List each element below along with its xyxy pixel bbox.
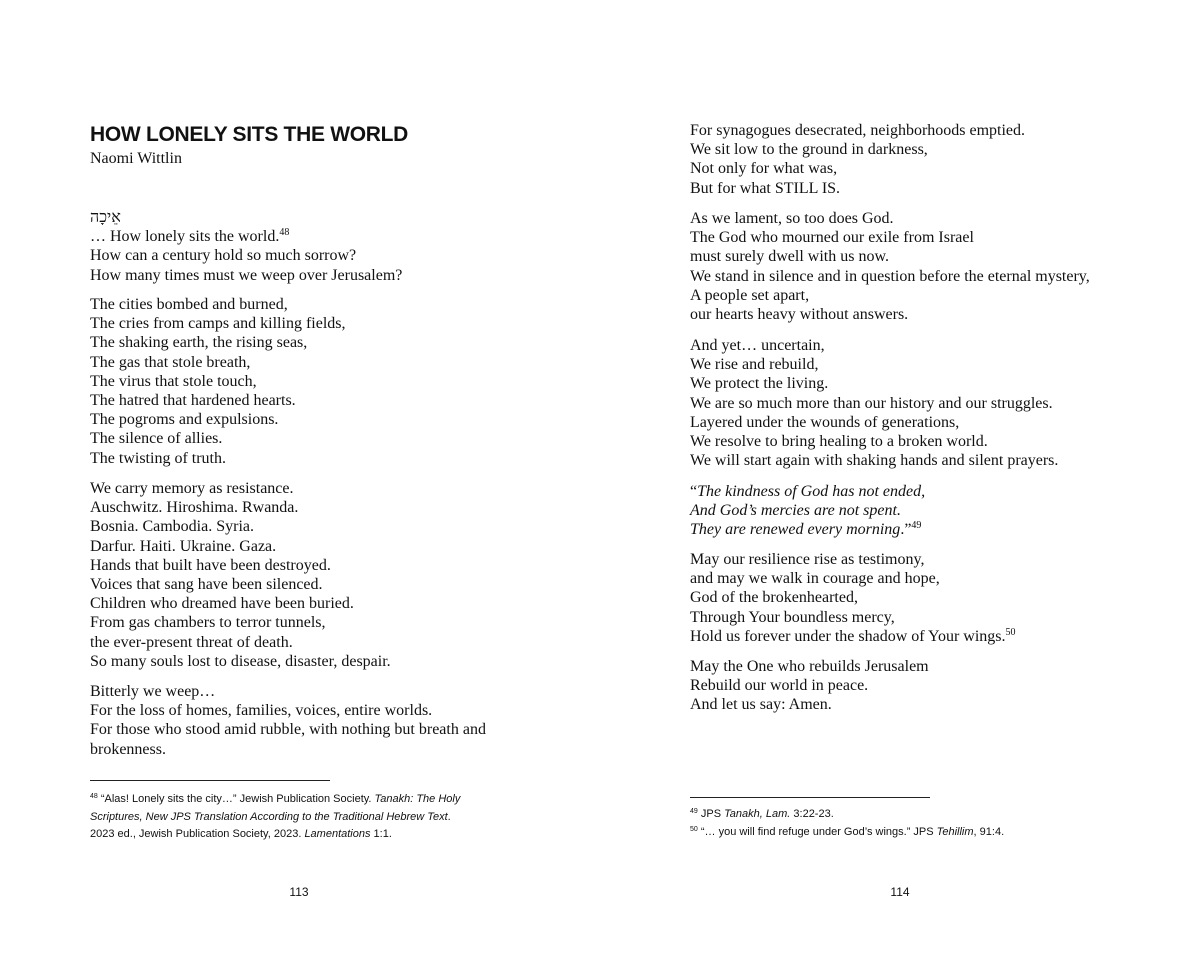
quote-line: They are renewed every morning.”$^{49}$	[690, 520, 922, 539]
poem-line: The shaking earth, the rising seas,	[90, 334, 308, 352]
poem-line: brokenness.	[90, 740, 166, 758]
poem-line: God of the brokenhearted,	[690, 589, 858, 607]
hebrew-heading: אֵיכָה	[90, 209, 121, 226]
poem-line: So many souls lost to disease, disaster, despair.	[90, 652, 391, 670]
poem-title: HOW LONELY SITS THE WORLD	[90, 123, 409, 146]
footnote-ref-49: 49	[911, 520, 922, 532]
poem-line: The gas that stole breath,	[90, 353, 251, 371]
poem-line: But for what STILL IS.	[690, 179, 841, 197]
stanza-4	[90, 682, 486, 759]
poem-line: Bitterly we weep…	[90, 683, 216, 700]
poem-line: We sit low to the ground in darkness,	[690, 141, 928, 159]
poem-line: must surely dwell with us now.	[690, 248, 889, 266]
stanza-r1	[690, 121, 1025, 198]
poem-line: and may we walk in courage and hope,	[690, 570, 940, 588]
poem-line: Layered under the wounds of generations,	[690, 413, 960, 431]
footnote-ref-50: 50	[1005, 626, 1016, 638]
poem-line: Rebuild our world in peace.	[690, 677, 869, 695]
poem-line: Not only for what was,	[690, 160, 838, 178]
poem-line: The cries from camps and killing fields,	[90, 315, 346, 333]
stanza-3	[90, 479, 391, 671]
poem-line: For those who stood amid rubble, with nothing but breath and	[90, 721, 486, 739]
poem-line: The virus that stole touch,	[90, 372, 257, 390]
quote-stanza	[690, 482, 925, 540]
poem-line: And yet… uncertain,	[690, 337, 825, 354]
stanza-1	[90, 208, 402, 285]
poem-line: As we lament, so too does God.	[690, 210, 894, 227]
poem-line: We will start again with shaking hands and silent prayers.	[690, 452, 1059, 470]
poem-line: Children who dreamed have been buried.	[90, 595, 354, 613]
poem-line: We are so much more than our history and our struggles.	[690, 394, 1053, 412]
poem-line: Auschwitz. Hiroshima. Rwanda.	[90, 499, 299, 517]
footnote-49: $^{49}$ JPS Tanakh, Lam. 3:22-23.	[690, 808, 834, 820]
page-number: 114	[890, 885, 910, 899]
poem-line: the ever-present threat of death.	[90, 633, 293, 651]
poem-line: Darfur. Haiti. Ukraine. Gaza.	[90, 537, 277, 555]
stanza-r5	[690, 550, 1016, 646]
poem-line: May our resilience rise as testimony,	[690, 551, 925, 568]
footnotes-right	[690, 806, 1004, 841]
poem-line: We stand in silence and in question before the eternal mystery,	[690, 267, 1090, 285]
poem-line: The cities bombed and burned,	[90, 296, 288, 313]
poem-line: For the loss of homes, families, voices, entire worlds.	[90, 702, 433, 720]
poem-line: Hold us forever under the shadow of Your wings.$^{50}$	[690, 626, 1016, 645]
stanza-2	[90, 295, 345, 468]
poem-line: May the One who rebuilds Jerusalem	[690, 658, 929, 675]
poem-line: And let us say: Amen.	[690, 696, 832, 714]
poem-line: For synagogues desecrated, neighborhoods emptied.	[690, 122, 1026, 139]
quote-line: And God’s mercies are not spent.	[690, 502, 901, 520]
quote-line: “The kindness of God has not ended,	[690, 483, 926, 500]
poem-line: We rise and rebuild,	[690, 356, 819, 374]
poem-author: Naomi Wittlin	[90, 150, 182, 167]
poem-line: The silence of allies.	[90, 430, 223, 448]
poem-line: We carry memory as resistance.	[90, 480, 294, 497]
poem-line: The pogroms and expulsions.	[90, 411, 279, 429]
poem-line: How can a century hold so much sorrow?	[90, 247, 357, 265]
poem-line: A people set apart,	[690, 286, 810, 304]
footnote-ref-48: 48	[279, 227, 290, 239]
footnote-separator	[90, 780, 330, 781]
stanza-r2	[690, 209, 1090, 324]
stanza-r3	[690, 336, 1058, 470]
poem-line: … How lonely sits the world.$^{48}$	[90, 227, 290, 246]
poem-line: Through Your boundless mercy,	[690, 608, 895, 626]
poem-line: We protect the living.	[690, 375, 829, 393]
poem-line: our hearts heavy without answers.	[690, 306, 909, 324]
poem-line: Voices that sang have been silenced.	[90, 576, 323, 594]
poem-line: Bosnia. Cambodia. Syria.	[90, 518, 254, 536]
poem-line: Hands that built have been destroyed.	[90, 556, 331, 574]
footnote-48: $^{48}$ “Alas! Lonely sits the city…” Jewish Publication Society. Tanakh: The Holy Scriptures, New JPS Translation According to the Traditional Hebrew Text. 2023 ed., Jewish Publication Society, 2023. Lamentations 1:1.	[90, 793, 461, 840]
page-number: 113	[289, 885, 309, 899]
right-page	[600, 0, 1200, 960]
poem-line: The twisting of truth.	[90, 449, 226, 467]
footnote-separator	[690, 797, 930, 798]
poem-line: How many times must we weep over Jerusalem?	[90, 266, 403, 284]
poem-line: From gas chambers to terror tunnels,	[90, 614, 326, 632]
footnote-50: $^{50}$ “… you will find refuge under God’s wings.” JPS Tehillim, 91:4.	[690, 825, 1005, 838]
poem-line: The God who mourned our exile from Israel	[690, 229, 974, 247]
poem-line: The hatred that hardened hearts.	[90, 392, 296, 410]
poem-line: We resolve to bring healing to a broken world.	[690, 433, 988, 451]
stanza-r6	[690, 657, 929, 715]
